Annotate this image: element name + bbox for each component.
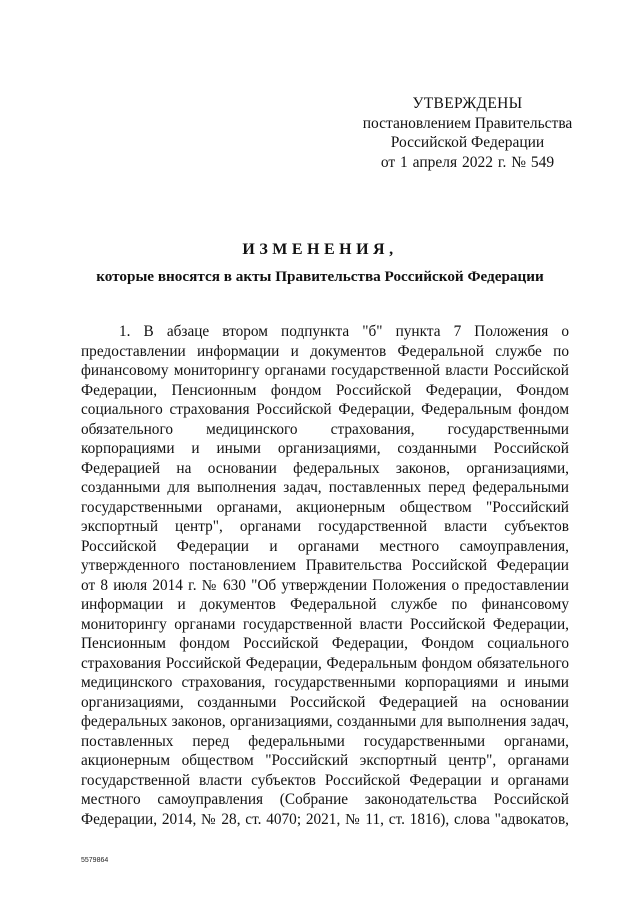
document-number: 5579864: [81, 857, 109, 864]
paragraph-line: страхования Российской Федерации, Федеральным фондом обязательного: [81, 654, 569, 672]
paragraph-line: Российской Федерации и органами местного самоуправления,: [81, 537, 569, 555]
paragraph-line: государственной власти субъектов Российской Федерации и органами: [81, 771, 569, 789]
paragraph-line: поставленных перед федеральными государственными органами,: [81, 732, 569, 750]
approval-heading: УТВЕРЖДЕНЫ: [412, 95, 523, 112]
paragraph-line: 1. В абзаце втором подпункта "б" пункта 7 Положения о: [119, 323, 569, 340]
document-title: ИЗМЕНЕНИЯ,: [242, 241, 398, 258]
paragraph-line: организациями, созданными Российской Федерацией на основании: [81, 693, 569, 711]
paragraph-line: Федерации, Пенсионным фондом Российской Федерации, Фондом: [81, 381, 569, 399]
paragraph-line: корпорациями и иными организациями, созданными Российской: [81, 440, 569, 457]
approval-line-2: Российской Федерации: [390, 134, 545, 151]
paragraph-line: обязательного медицинского страхования, государственными: [81, 420, 569, 438]
paragraph-line: социального страхования Российской Федерации, Федеральным фондом: [81, 401, 569, 418]
document-body: [81, 322, 569, 829]
paragraph-line: утвержденного постановлением Правительства Российской Федерации: [81, 557, 569, 574]
paragraph-line: акционерным обществом "Российский экспортный центр", органами: [81, 752, 569, 769]
paragraph-line: федеральных законов, организациями, созданными для выполнения задач,: [81, 713, 569, 730]
paragraph-line: экспортный центр", органами государственной власти субъектов: [81, 518, 569, 535]
paragraph-line: медицинского страхования, государственными корпорациями и иными: [81, 674, 569, 691]
paragraph-line: местного самоуправления (Собрание законодательства Российской: [81, 791, 569, 808]
approval-line-1: постановлением Правительства: [362, 114, 573, 132]
paragraph-line: Пенсионным фондом Российской Федерации, Фондом социального: [81, 635, 569, 652]
paragraph-line: Федерацией на основании федеральных законов, организациями,: [81, 459, 569, 477]
paragraph-line: мониторингу органами государственной власти Российской Федерации,: [81, 615, 569, 633]
approval-line-3: от 1 апреля 2022 г. № 549: [380, 153, 555, 171]
approval-stamp: [360, 94, 575, 172]
paragraph-line: финансовому мониторингу органами государственной власти Российской: [81, 362, 569, 379]
paragraph-line: созданными для выполнения задач, поставленных перед федеральными: [81, 479, 569, 496]
paragraph-line: Федерации, 2014, № 28, ст. 4070; 2021, № 11, ст. 1816), слова "адвокатов,: [81, 810, 569, 828]
paragraph-line: информации и документов Федеральной службе по финансовому: [81, 596, 569, 613]
document-subtitle: которые вносятся в акты Правительства Российской Федерации: [96, 268, 544, 285]
paragraph-line: государственными органами, акционерным обществом "Российский: [81, 498, 569, 516]
paragraph-line: предоставлении информации и документов Федеральной службе по: [81, 342, 569, 360]
paragraph-line: от 8 июля 2014 г. № 630 "Об утверждении Положения о предоставлении: [81, 576, 569, 594]
